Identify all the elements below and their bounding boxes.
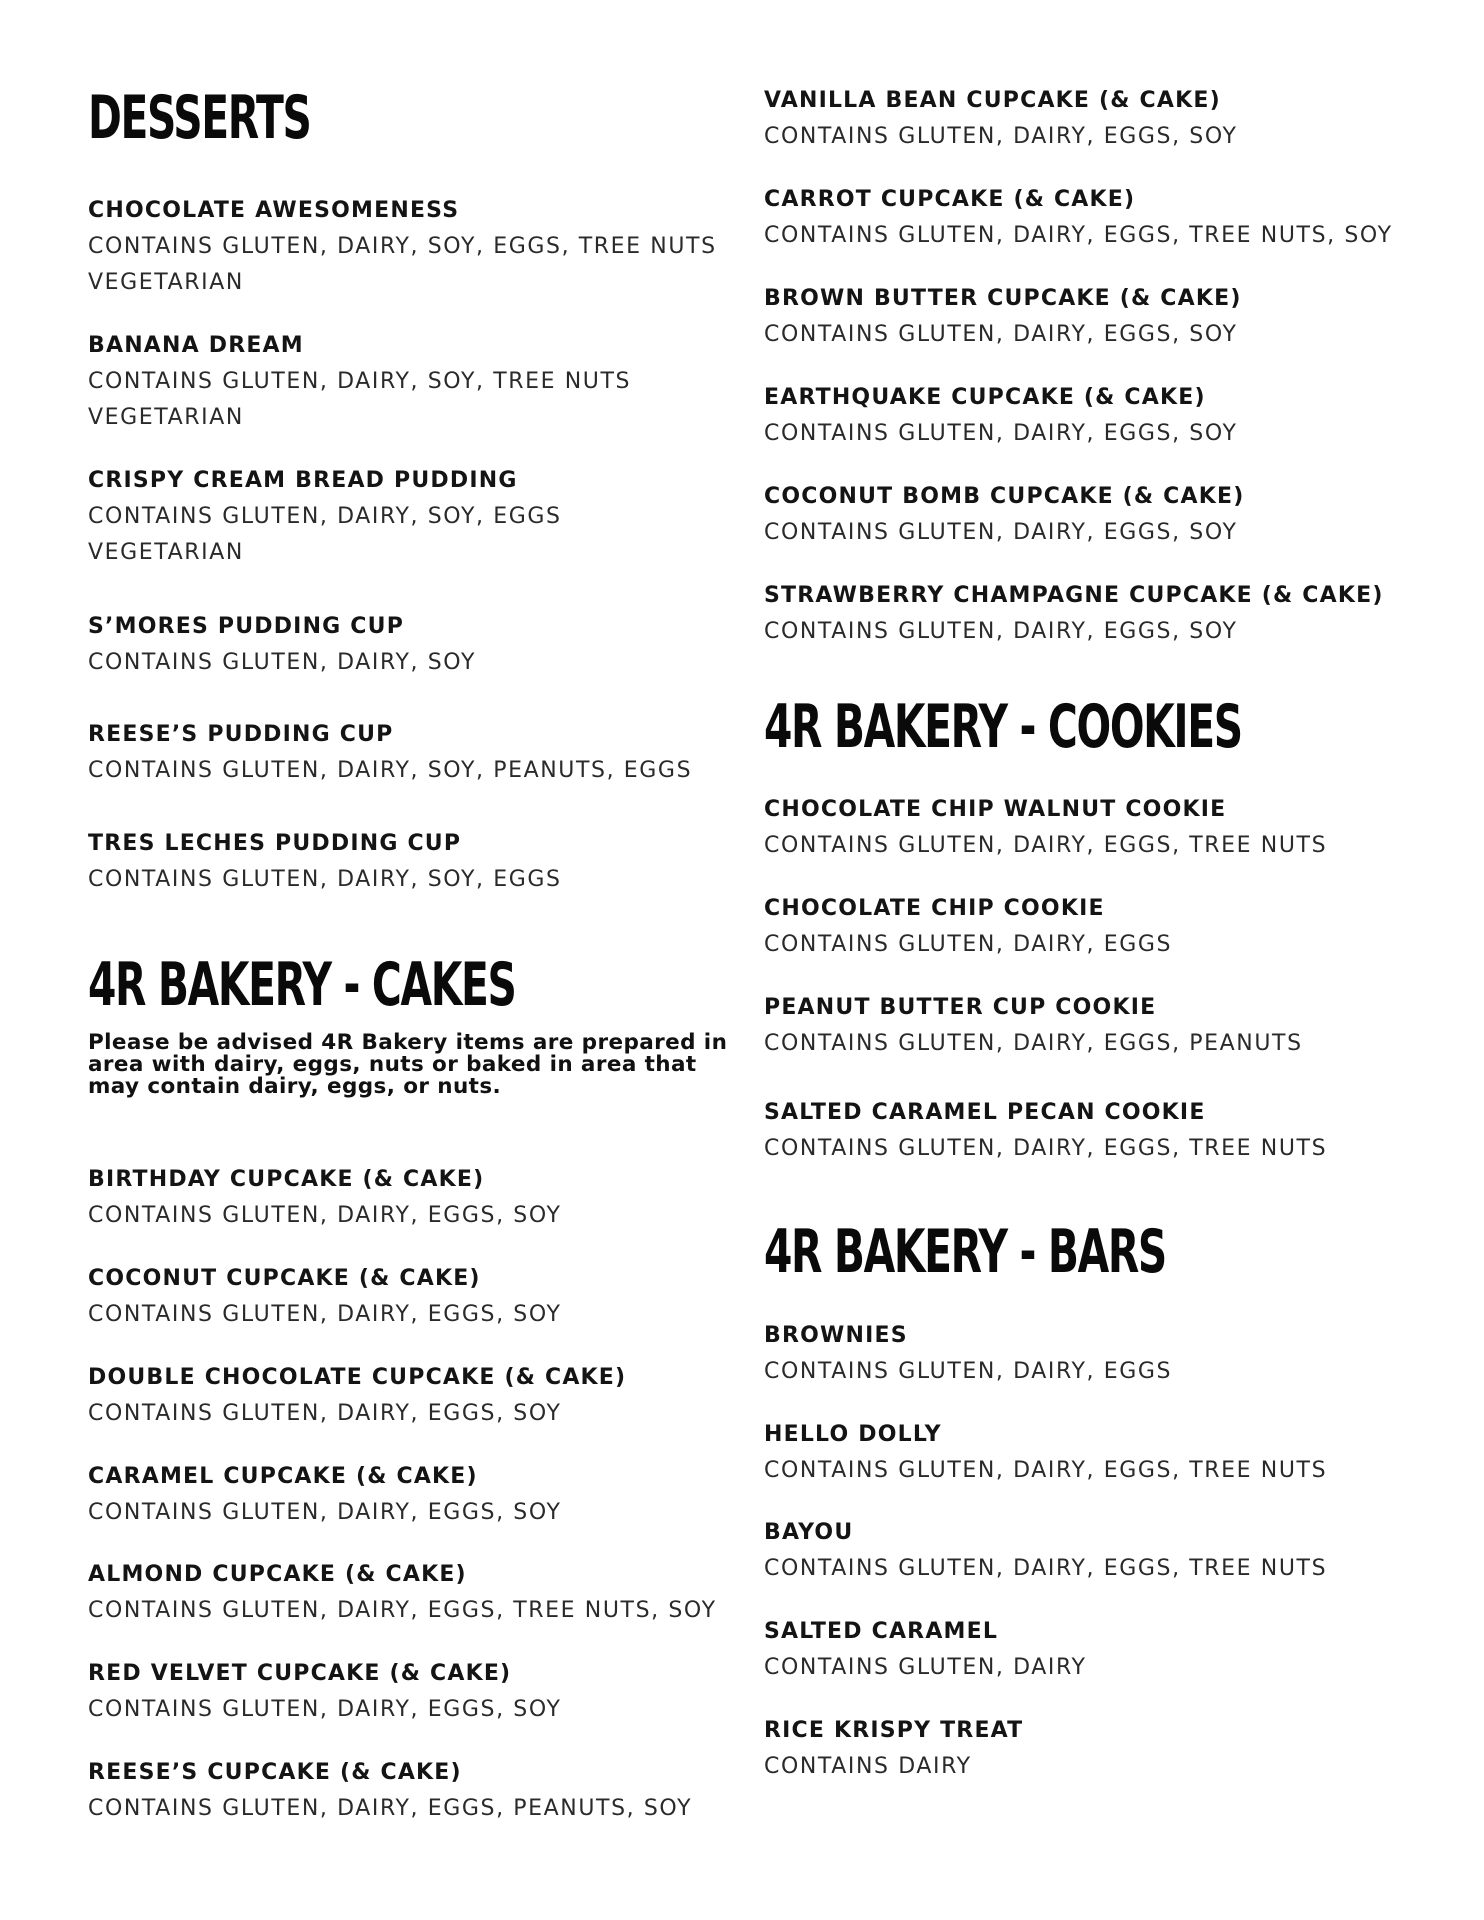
item-allergens: CONTAINS GLUTEN, DAIRY, EGGS, TREE NUTS, SOY [764,223,1393,248]
item-allergens: CONTAINS GLUTEN, DAIRY, EGGS, TREE NUTS, SOY [88,1598,717,1623]
item-name: SALTED CARAMEL PECAN COOKIE [764,1100,1206,1125]
menu-item [88,1459,562,1531]
menu-item [88,717,692,789]
item-name: EARTHQUAKE CUPCAKE (& CAKE) [764,385,1206,410]
item-name: BAYOU [764,1520,854,1545]
item-allergens: CONTAINS GLUTEN, DAIRY, EGGS, SOY [764,421,1238,446]
menu-item [764,1713,1023,1785]
item-allergens: CONTAINS GLUTEN, DAIRY, EGGS, TREE NUTS [764,1556,1328,1581]
item-allergens: CONTAINS GLUTEN, DAIRY, EGGS, TREE NUTS [764,1458,1328,1483]
item-name: BROWNIES [764,1323,908,1348]
item-name: SALTED CARAMEL [764,1619,999,1644]
menu-item [764,479,1244,551]
item-name: STRAWBERRY CHAMPAGNE CUPCAKE (& CAKE) [764,583,1384,608]
item-name: CARAMEL CUPCAKE (& CAKE) [88,1464,478,1489]
item-allergens: CONTAINS GLUTEN, DAIRY, EGGS, TREE NUTS [764,833,1328,858]
item-allergens: CONTAINS GLUTEN, DAIRY, SOY, TREE NUTS [88,369,632,394]
item-name: BIRTHDAY CUPCAKE (& CAKE) [88,1167,485,1192]
item-name: CHOCOLATE CHIP COOKIE [764,896,1105,921]
item-allergens: CONTAINS GLUTEN, DAIRY, EGGS, SOY [764,619,1238,644]
item-name: COCONUT BOMB CUPCAKE (& CAKE) [764,484,1245,509]
item-allergens: CONTAINS GLUTEN, DAIRY, EGGS [764,1359,1173,1384]
item-allergens: CONTAINS GLUTEN, DAIRY, EGGS, TREE NUTS [764,1136,1328,1161]
section-title-cakes: 4R BAKERY - CAKES [88,950,516,1020]
item-allergens: CONTAINS GLUTEN, DAIRY, EGGS, SOY [764,124,1238,149]
menu-item [88,1261,562,1333]
allergen-notice: Please be advised 4R Bakery items are prepared in area with dairy, eggs, nuts or baked in area that may contain dairy, eggs, or nuts. [88,1030,728,1099]
item-name: HELLO DOLLY [764,1422,942,1447]
menu-item [764,1417,1327,1489]
section-title-bars: 4R BAKERY - BARS [764,1217,1166,1287]
menu-item [88,1360,626,1432]
item-name: DOUBLE CHOCOLATE CUPCAKE (& CAKE) [88,1365,627,1390]
item-allergens: CONTAINS GLUTEN, DAIRY, EGGS, SOY [88,1401,562,1426]
menu-item [764,1515,1327,1587]
item-diet: VEGETARIAN [88,540,244,565]
menu-item [764,1095,1327,1167]
menu-item [764,1614,1087,1686]
item-allergens: CONTAINS GLUTEN, DAIRY, EGGS, SOY [764,322,1238,347]
item-allergens: CONTAINS GLUTEN, DAIRY, EGGS, SOY [88,1500,562,1525]
menu-item [764,578,1384,650]
section-title-cookies: 4R BAKERY - COOKIES [764,692,1242,762]
item-allergens: CONTAINS GLUTEN, DAIRY, SOY, PEANUTS, EGGS [88,758,693,783]
item-allergens: CONTAINS GLUTEN, DAIRY, EGGS [764,932,1173,957]
item-allergens: CONTAINS GLUTEN, DAIRY, SOY, EGGS [88,504,562,529]
item-allergens: CONTAINS GLUTEN, DAIRY, EGGS, SOY [88,1302,562,1327]
menu-item [88,1656,562,1728]
item-name: TRES LECHES PUDDING CUP [88,831,462,856]
menu-item [764,380,1238,452]
menu-item [764,281,1242,353]
item-name: VANILLA BEAN CUPCAKE (& CAKE) [764,88,1221,113]
item-allergens: CONTAINS GLUTEN, DAIRY, EGGS, PEANUTS, SOY [88,1796,693,1821]
item-name: CRISPY CREAM BREAD PUDDING [88,468,518,493]
menu-item [764,891,1172,963]
item-name: BANANA DREAM [88,333,304,358]
menu-item [764,1318,1172,1390]
item-allergens: CONTAINS GLUTEN, DAIRY, EGGS, SOY [88,1697,562,1722]
item-name: RED VELVET CUPCAKE (& CAKE) [88,1661,512,1686]
item-allergens: CONTAINS GLUTEN, DAIRY, SOY, EGGS, TREE NUTS [88,234,717,259]
item-name: RICE KRISPY TREAT [764,1718,1024,1743]
item-allergens: CONTAINS GLUTEN, DAIRY [764,1655,1087,1680]
item-allergens: CONTAINS GLUTEN, DAIRY, EGGS, SOY [764,520,1238,545]
menu-item [88,609,476,681]
menu-item [88,1755,692,1827]
menu-item [764,792,1327,864]
item-name: CHOCOLATE AWESOMENESS [88,198,460,223]
menu-item [764,83,1238,155]
item-name: ALMOND CUPCAKE (& CAKE) [88,1562,467,1587]
item-name: S’MORES PUDDING CUP [88,614,405,639]
item-name: COCONUT CUPCAKE (& CAKE) [88,1266,481,1291]
item-name: CARROT CUPCAKE (& CAKE) [764,187,1136,212]
item-allergens: CONTAINS GLUTEN, DAIRY, EGGS, SOY [88,1203,562,1228]
menu-item [88,1557,717,1629]
menu-item [88,193,717,301]
item-name: REESE’S CUPCAKE (& CAKE) [88,1760,462,1785]
menu-item [88,826,562,898]
menu-item [764,182,1393,254]
item-name: CHOCOLATE CHIP WALNUT COOKIE [764,797,1227,822]
menu-item [88,463,562,571]
item-name: PEANUT BUTTER CUP COOKIE [764,995,1157,1020]
item-allergens: CONTAINS GLUTEN, DAIRY, SOY [88,650,477,675]
menu-item [88,328,631,436]
item-allergens: CONTAINS GLUTEN, DAIRY, SOY, EGGS [88,867,562,892]
item-name: REESE’S PUDDING CUP [88,722,394,747]
item-diet: VEGETARIAN [88,405,244,430]
item-allergens: CONTAINS GLUTEN, DAIRY, EGGS, PEANUTS [764,1031,1303,1056]
menu-item [764,990,1303,1062]
item-diet: VEGETARIAN [88,270,244,295]
section-title-desserts: DESSERTS [88,83,311,153]
item-name: BROWN BUTTER CUPCAKE (& CAKE) [764,286,1242,311]
menu-item [88,1162,562,1234]
item-allergens: CONTAINS DAIRY [764,1754,972,1779]
